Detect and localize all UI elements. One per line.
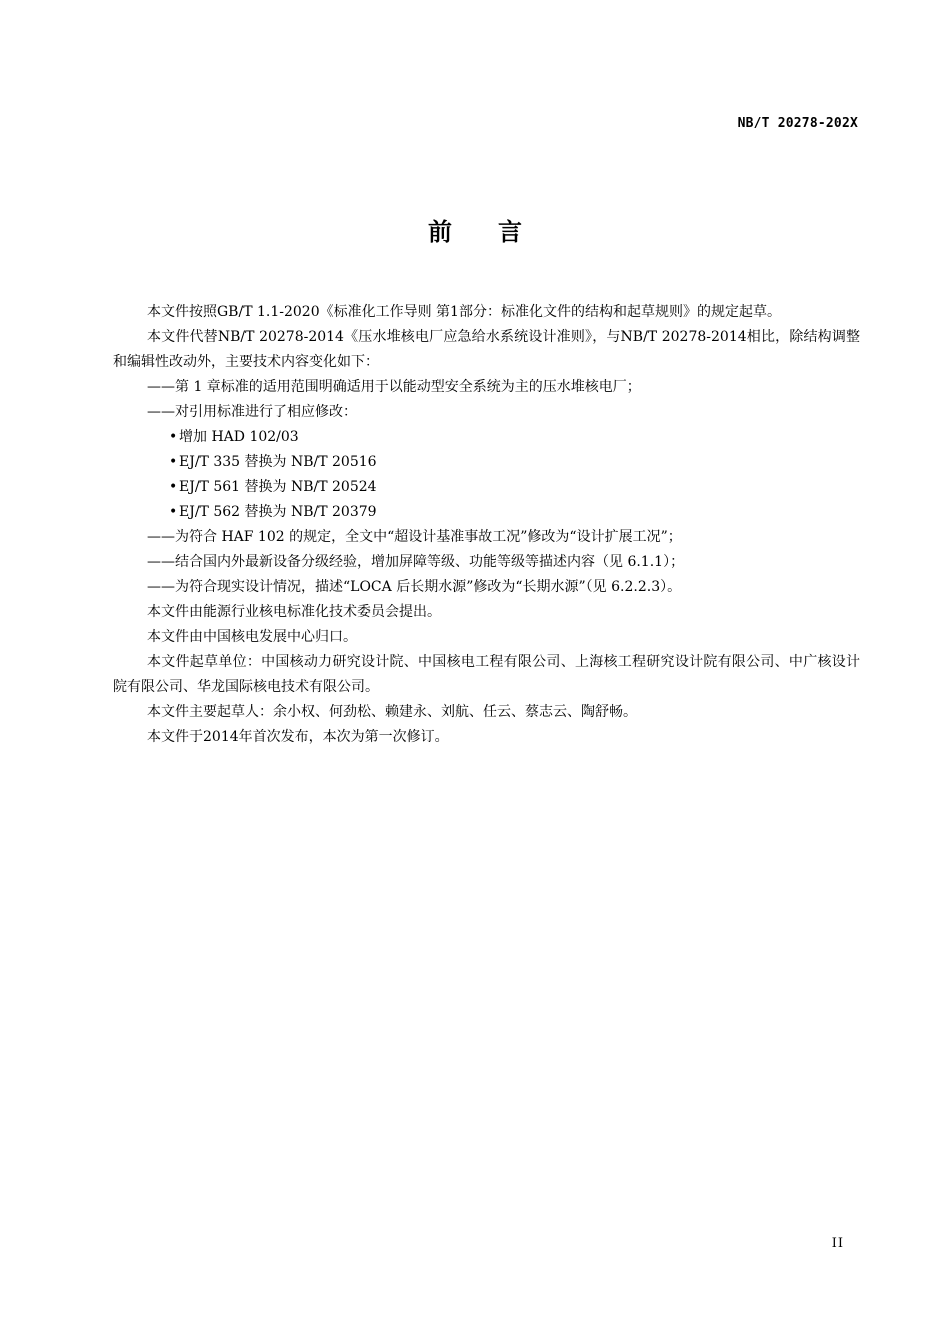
paragraph-drafting-units: 本文件起草单位：中国核动力研究设计院、中国核电工程有限公司、上海核工程研究设计院有限公司、中广核设计院有限公司、华龙国际核电技术有限公司。 bbox=[113, 654, 860, 695]
page-number: II bbox=[831, 1236, 844, 1251]
bullet-item bbox=[113, 500, 860, 525]
change-item-water-source: ——为符合现实设计情况，描述“LOCA 后长期水源”修改为“长期水源”（见 6.2.2.3）。 bbox=[147, 579, 682, 595]
change-item-scope: ——第 1 章标准的适用范围明确适用于以能动型安全系统为主的压水堆核电厂； bbox=[147, 379, 641, 395]
bullet-icon: • bbox=[169, 454, 178, 470]
paragraph-drafters: 本文件主要起草人：余小权、何劲松、赖建永、刘航、任云、蔡志云、陶舒畅。 bbox=[147, 704, 637, 720]
document-code: NB/T 20278-202X bbox=[737, 116, 858, 131]
change-item-classification: ——结合国内外最新设备分级经验，增加屏障等级、功能等级等描述内容（见 6.1.1）； bbox=[147, 554, 685, 570]
bullet-text: EJ/T 335 替换为 NB/T 20516 bbox=[179, 454, 377, 470]
paragraph-drafting-rule: 本文件按照GB/T 1.1-2020《标准化工作导则 第1部分：标准化文件的结构和起草规则》的规定起草。 bbox=[147, 304, 781, 320]
bullet-item bbox=[113, 450, 860, 475]
change-item-design-extension: ——为符合 HAF 102 的规定，全文中“超设计基准事故工况”修改为“设计扩展工况”； bbox=[147, 529, 682, 545]
bullet-item bbox=[113, 475, 860, 500]
bullet-icon: • bbox=[169, 479, 178, 495]
bullet-icon: • bbox=[169, 504, 178, 520]
paragraph-replacement: 本文件代替NB/T 20278-2014《压水堆核电厂应急给水系统设计准则》，与NB/T 20278-2014相比，除结构调整和编辑性改动外，主要技术内容变化如下： bbox=[113, 329, 860, 370]
paragraph-proposer: 本文件由能源行业核电标准化技术委员会提出。 bbox=[147, 604, 441, 620]
bullet-text: EJ/T 562 替换为 NB/T 20379 bbox=[179, 504, 377, 520]
foreword-body bbox=[113, 300, 860, 750]
bullet-text: EJ/T 561 替换为 NB/T 20524 bbox=[179, 479, 377, 495]
paragraph-centralized: 本文件由中国核电发展中心归口。 bbox=[147, 629, 357, 645]
change-item-references: ——对引用标准进行了相应修改： bbox=[147, 404, 357, 420]
paragraph-history: 本文件于2014年首次发布，本次为第一次修订。 bbox=[147, 729, 449, 745]
bullet-icon: • bbox=[169, 429, 178, 445]
page-title: 前言 bbox=[428, 218, 568, 246]
bullet-item bbox=[113, 425, 860, 450]
bullet-text: 增加 HAD 102/03 bbox=[179, 429, 299, 445]
